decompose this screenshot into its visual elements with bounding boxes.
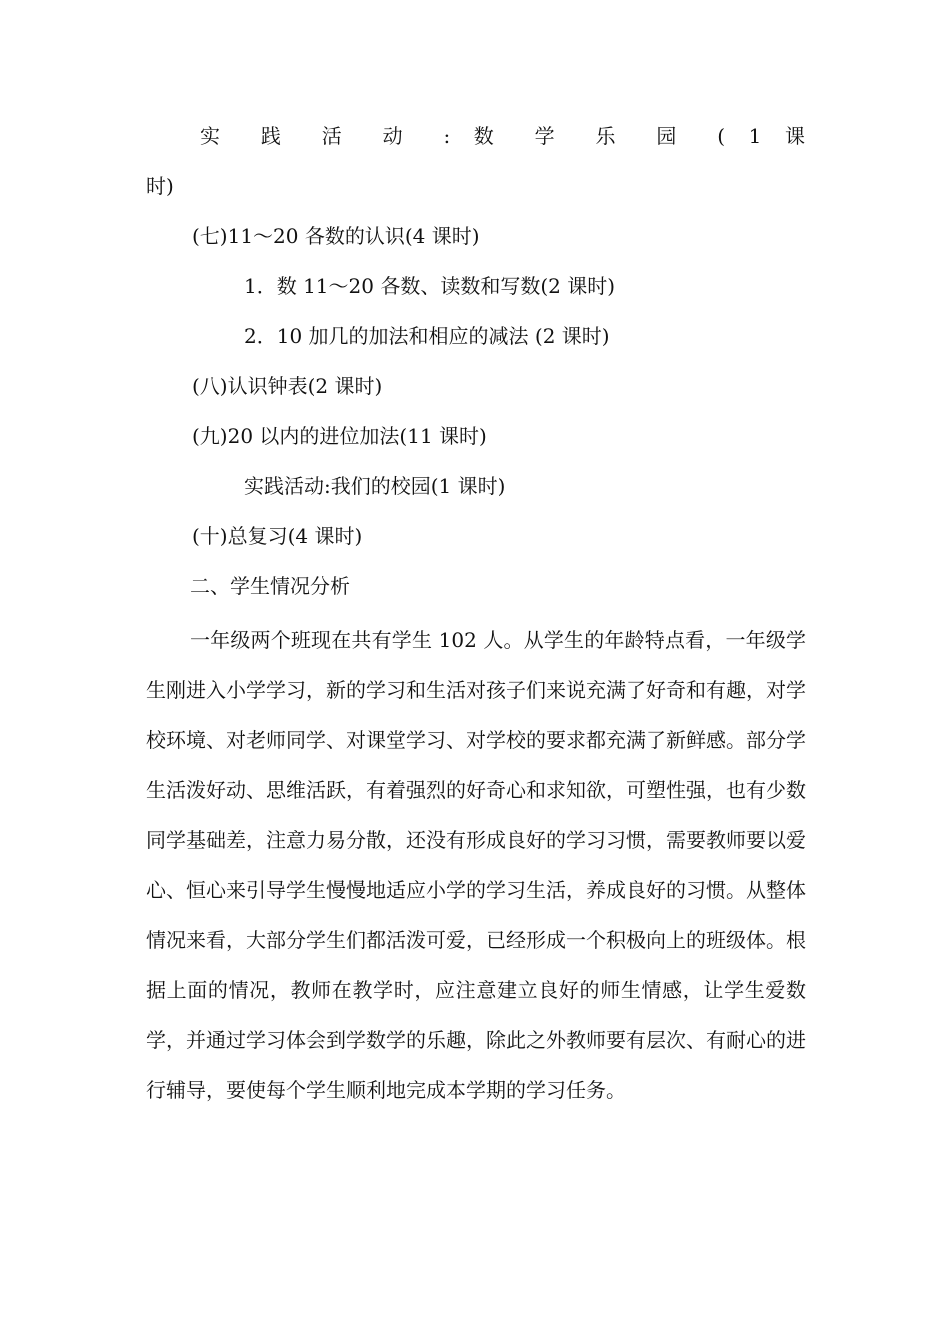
section-seven-heading: (七)11～20 各数的认识(4 课时) <box>192 224 480 248</box>
student-analysis-heading: 二、学生情况分析 <box>190 574 350 598</box>
practice-activity-math-garden-line: 实 践 活 动 : 数 学 乐 园 ( 1 课 <box>200 124 805 148</box>
practice-activity-math-garden-continuation: 时) <box>146 174 174 198</box>
section-seven-item-2: 2．10 加几的加法和相应的减法 (2 课时) <box>244 324 610 348</box>
section-ten-heading: (十)总复习(4 课时) <box>192 524 363 548</box>
section-nine-heading: (九)20 以内的进位加法(11 课时) <box>192 424 487 448</box>
section-seven-item-1: 1．数 11～20 各数、读数和写数(2 课时) <box>244 274 616 298</box>
practice-activity-campus-line: 实践活动:我们的校园(1 课时) <box>244 474 506 498</box>
section-eight-heading: (八)认识钟表(2 课时) <box>192 374 383 398</box>
student-analysis-paragraph: 一年级两个班现在共有学生 102 人。从学生的年龄特点看，一年级学生刚进入小学学习，新的学习和生活对孩子们来说充满了好奇和有趣，对学校环境、对老师同学、对课堂学习、对学校的要求都充满了新鲜感。部分学生活泼好动、思维活跃，有着强烈的好奇心和求知欲，可塑性强，也有少数同学基础差，注意力易分散，还没有形成良好的学习习惯，需要教师要以爱心、恒心来引导学生慢慢地适应小学的学习生活，养成良好的习惯。从整体情况来看，大部分学生们都活泼可爱，已经形成一个积极向上的班级体。根据上面的情况，教师在教学时，应注意建立良好的师生情感，让学生爱数学，并通过学习体会到学数学的乐趣，除此之外教师要有层次、有耐心的进行辅导，要使每个学生顺利地完成本学期的学习任务。 <box>146 628 806 1102</box>
